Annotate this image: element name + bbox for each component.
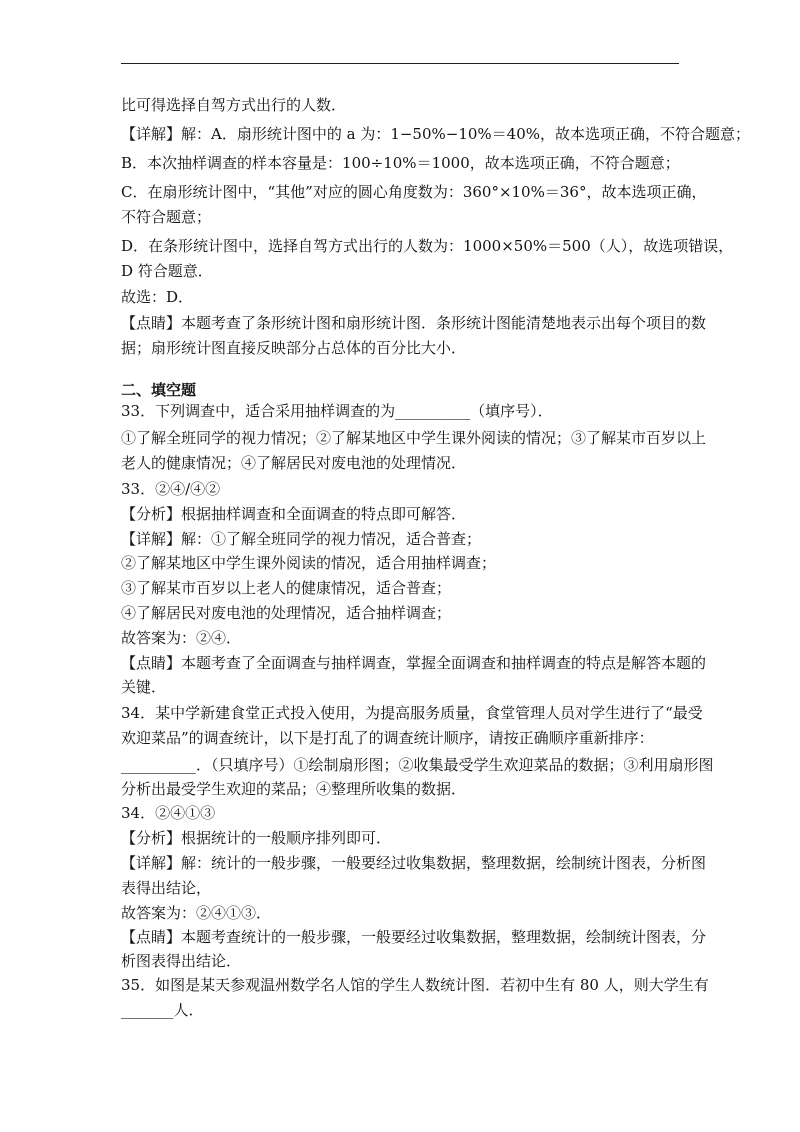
text-line: 不符合题意； [121,208,212,226]
text-line: __________．（只填序号）①绘制扇形图；②收集最受学生欢迎菜品的数据；③利用扇形图 [121,756,714,774]
question-34: 34．某中学新建食堂正式投入使用，为提高服务质量，食堂管理人员对学生进行了“最受 [121,704,703,722]
text-line: 故答案为：②④①③． [121,904,272,922]
text-line: 析图表得出结论． [121,952,242,970]
answer-34: 34．②④①③ [121,804,216,822]
text-line: ①了解全班同学的视力情况；②了解某地区中学生课外阅读的情况；③了解某市百岁以上 [121,429,707,447]
text-line: C．在扇形统计图中，“其他”对应的圆心角度数为：360°×10%＝36°，故本选项正确， [121,183,707,201]
answer-33: 33．②④/④② [121,480,221,498]
text-line: _______人． [121,1001,204,1019]
header-rule [121,63,679,64]
text-line: 老人的健康情况；④了解居民对废电池的处理情况． [121,454,467,472]
text-line: 【点睛】本题考查了条形统计图和扇形统计图．条形统计图能清楚地表示出每个项目的数 [121,314,707,332]
text-line: 【分析】根据抽样调查和全面调查的特点即可解答． [121,505,467,523]
text-line: 表得出结论， [121,879,212,897]
text-line: 【点睛】本题考查了全面调查与抽样调查，掌握全面调查和抽样调查的特点是解答本题的 [121,654,707,672]
text-line: 【分析】根据统计的一般顺序排列即可． [121,829,392,847]
text-line: 【详解】解：①了解全班同学的视力情况，适合普查； [121,530,482,548]
text-line: ③了解某市百岁以上老人的健康情况，适合普查； [121,579,452,597]
text-line: 【点睛】本题考查统计的一般步骤，一般要经过收集数据，整理数据，绘制统计图表，分 [121,928,707,946]
text-line: B．本次抽样调查的样本容量是：100÷10%＝1000，故本选项正确，不符合题意； [121,154,680,172]
text-line: D．在条形统计图中，选择自驾方式出行的人数为：1000×50%＝500（人），故选项错误， [121,237,734,255]
text-line: ④了解居民对废电池的处理情况，适合抽样调查； [121,604,452,622]
question-35: 35．如图是某天参观温州数学名人馆的学生人数统计图．若初中生有 80 人，则大学生有 [121,976,709,994]
text-line: 比可得选择自驾方式出行的人数． [121,96,347,114]
question-33: 33．下列调查中，适合采用抽样调查的为__________（填序号）． [121,402,553,420]
text-line: D 符合题意． [121,262,213,280]
text-line: 故选：D． [121,288,194,306]
section-heading: 二、填空题 [121,381,197,399]
text-line: 【详解】解：A．扇形统计图中的 a 为：1−50%−10%＝40%，故本选项正确，不符合题意； [121,125,751,143]
text-line: 分析出最受学生欢迎的菜品；④整理所收集的数据． [121,780,467,798]
text-line: 故答案为：②④． [121,629,242,647]
text-line: ②了解某地区中学生课外阅读的情况，适合用抽样调查； [121,554,497,572]
text-line: 【详解】解：统计的一般步骤，一般要经过收集数据，整理数据，绘制统计图表，分析图 [121,854,707,872]
text-line: 据；扇形统计图直接反映部分占总体的百分比大小． [121,339,467,357]
text-line: 欢迎菜品”的调查统计，以下是打乱了的调查统计顺序，请按正确顺序重新排序： [121,729,654,747]
text-line: 关键． [121,678,167,696]
